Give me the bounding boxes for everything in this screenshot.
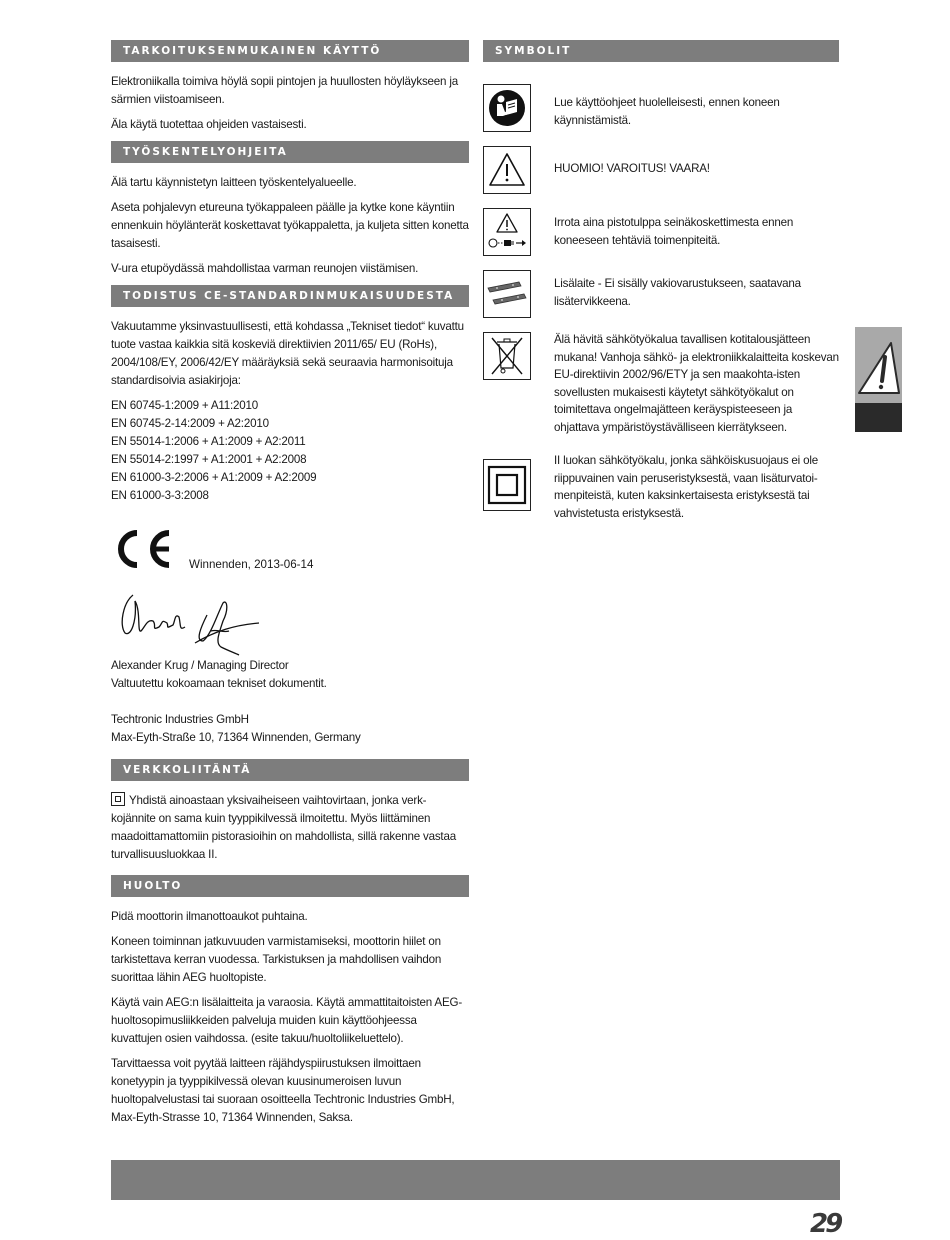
symbol-row bbox=[483, 332, 839, 449]
standard-item: EN 55014-2:1997 + A1:2001 + A2:2008 bbox=[111, 453, 307, 466]
standard-item: EN 61000-3-2:2006 + A1:2009 + A2:2009 bbox=[111, 471, 317, 484]
accessory-blades-icon bbox=[483, 270, 531, 318]
company-name: Techtronic Industries GmbH bbox=[111, 713, 249, 726]
declaration-date: Winnenden, 2013-06-14 bbox=[189, 558, 314, 571]
paragraph: Älä tartu käynnistetyn laitteen työskentelyalueelle. bbox=[111, 176, 357, 189]
ce-mark-row bbox=[111, 525, 469, 571]
symbol-text: Lisälaite - Ei sisälly vakiovarustukseen, saatavana lisätervikkeena. bbox=[554, 277, 801, 308]
paragraph: V-ura etupöydässä mahdollistaa varman reunojen viistämisen. bbox=[111, 262, 419, 275]
symbol-row bbox=[483, 270, 839, 332]
paragraph-text: Yhdistä ainoastaan yksivaiheiseen vaihtovirtaan, jonka verk-kojännite on sama kuin tyyppikilvessä ilmoitettu. Myös liittäminen maadoittamattomiin pistorasioihin on mahdollista, sillä rakenne vastaa turvallisuusluokkaa II. bbox=[111, 794, 456, 861]
section-heading-working-instructions: TYÖSKENTELYOHJEITA bbox=[111, 141, 469, 163]
section-heading-intended-use: TARKOITUKSENMUKAINEN KÄYTTÖ bbox=[111, 40, 469, 62]
signer-name: Alexander Krug / Managing Director bbox=[111, 659, 289, 672]
footer-bar bbox=[111, 1160, 840, 1200]
warning-icon bbox=[483, 146, 531, 194]
paragraph: Koneen toiminnan jatkuvuuden varmistamiseksi, moottorin hiilet on tarkistettava kerran vuodessa. Tarkistuksen ja mahdollisen vaihdon suorittaa lähin AEG huoltopiste. bbox=[111, 935, 442, 984]
symbol-text: II luokan sähkötyökalu, jonka sähköiskusuojaus ei ole riippuvainen vain peruseristyksestä, vaan lisäturvatoi-menpiteistä, kuten kaksinkertaisesta eristyksestä tai vahvistetusta eristyksestä. bbox=[554, 454, 818, 520]
right-column bbox=[483, 40, 839, 522]
paragraph: Vakuutamme yksinvastuullisesti, että kohdassa „Tekniset tiedot“ kuvattu tuote vastaa kaikkia sitä koskeviä direktiivien 2011/65/ EU (RoHs), 2004/108/EY, 2006/42/EY määräyksiä sekä seuraavia harmonisoituja standardisoivia asiakirjoja: bbox=[111, 320, 464, 387]
class-ii-inline-icon bbox=[111, 792, 125, 806]
authorized-note: Valtuutettu kokoamaan tekniset dokumentit. bbox=[111, 677, 327, 690]
paragraph: Pidä moottorin ilmanottoaukot puhtaina. bbox=[111, 910, 308, 923]
handwritten-signature bbox=[111, 581, 271, 657]
page-number: 29 bbox=[810, 1209, 841, 1239]
weee-bin-icon bbox=[483, 332, 531, 380]
ce-mark-icon bbox=[111, 527, 175, 571]
unplug-warning-icon bbox=[483, 208, 531, 256]
symbol-row bbox=[483, 208, 839, 270]
standard-item: EN 55014-1:2006 + A1:2009 + A2:2011 bbox=[111, 435, 306, 448]
left-column bbox=[111, 40, 469, 1134]
symbol-text: HUOMIO! VAROITUS! VAARA! bbox=[554, 162, 710, 175]
symbol-text: Lue käyttöohjeet huolelleisesti, ennen koneen käynnistämistä. bbox=[554, 96, 780, 127]
symbol-row bbox=[483, 146, 839, 208]
standard-item: EN 60745-2-14:2009 + A2:2010 bbox=[111, 417, 269, 430]
paragraph: Elektroniikalla toimiva höylä sopii pintojen ja huullosten höyläykseen ja särmien viistoamiseen. bbox=[111, 75, 458, 106]
side-warning-tab bbox=[855, 327, 902, 432]
standard-item: EN 60745-1:2009 + A11:2010 bbox=[111, 399, 259, 412]
company-address: Max-Eyth-Straße 10, 71364 Winnenden, Germany bbox=[111, 731, 361, 744]
symbol-text: Irrota aina pistotulppa seinäkoskettimesta ennen koneeseen tehtäviä toimenpiteitä. bbox=[554, 216, 794, 247]
signer-block bbox=[111, 657, 469, 693]
section-heading-ce-declaration: TODISTUS CE-STANDARDINMUKAISUUDESTA bbox=[111, 285, 469, 307]
paragraph: Aseta pohjalevyn etureuna työkappaleen päälle ja kytke kone käyntiin ennenkuin höylänterät koskettavat työkappaletta, ja kuljeta sitten konetta tasaisesti. bbox=[111, 201, 469, 250]
company-block bbox=[111, 711, 469, 747]
section-heading-mains-connection: VERKKOLIITÄNTÄ bbox=[111, 759, 469, 781]
read-manual-icon bbox=[483, 84, 531, 132]
paragraph-mains bbox=[111, 792, 469, 864]
class-ii-icon bbox=[483, 459, 531, 511]
section-heading-symbols: SYMBOLIT bbox=[483, 40, 839, 62]
signature bbox=[111, 581, 469, 657]
paragraph: Tarvittaessa voit pyytää laitteen räjähdyspiirustuksen ilmoittaen konetyypin ja tyyppikilvessä olevan kuusinumeroisen luvun huoltopalvelustasi tai suoraan osoitteella Techtronic Industries GmbH, Max-Eyth-Strasse 10, 71364 Winnenden, Saksa. bbox=[111, 1057, 455, 1124]
symbol-text: Älä hävitä sähkötyökalua tavallisen kotitalousjätteen mukana! Vanhoja sähkö- ja elektroniikkalaitteita koskevan EU-direktiivin 2002/96/ETY ja sen maakohta-isten sovellusten mukaisesti käytetyt sähkötyökalut on toimitettava ongelmajätteen keräyspisteeseen ja ohjattava ympäristöystävälliseen kierrätykseen. bbox=[554, 333, 839, 434]
standards-list bbox=[111, 397, 469, 505]
standard-item: EN 61000-3-3:2008 bbox=[111, 489, 209, 502]
section-heading-maintenance: HUOLTO bbox=[111, 875, 469, 897]
symbol-row bbox=[483, 454, 839, 522]
paragraph: Käytä vain AEG:n lisälaitteita ja varaosia. Käytä ammattitaitoisten AEG-huoltosopimusliikkeiden palveluja muiden kuin käyttöohjeessa kuvattujen osien vaihdossa. (esite takuu/huoltoliikeluettelo). bbox=[111, 996, 462, 1045]
symbol-row bbox=[483, 84, 839, 146]
paragraph: Äla käytä tuotettaa ohjeiden vastaisesti. bbox=[111, 118, 307, 131]
